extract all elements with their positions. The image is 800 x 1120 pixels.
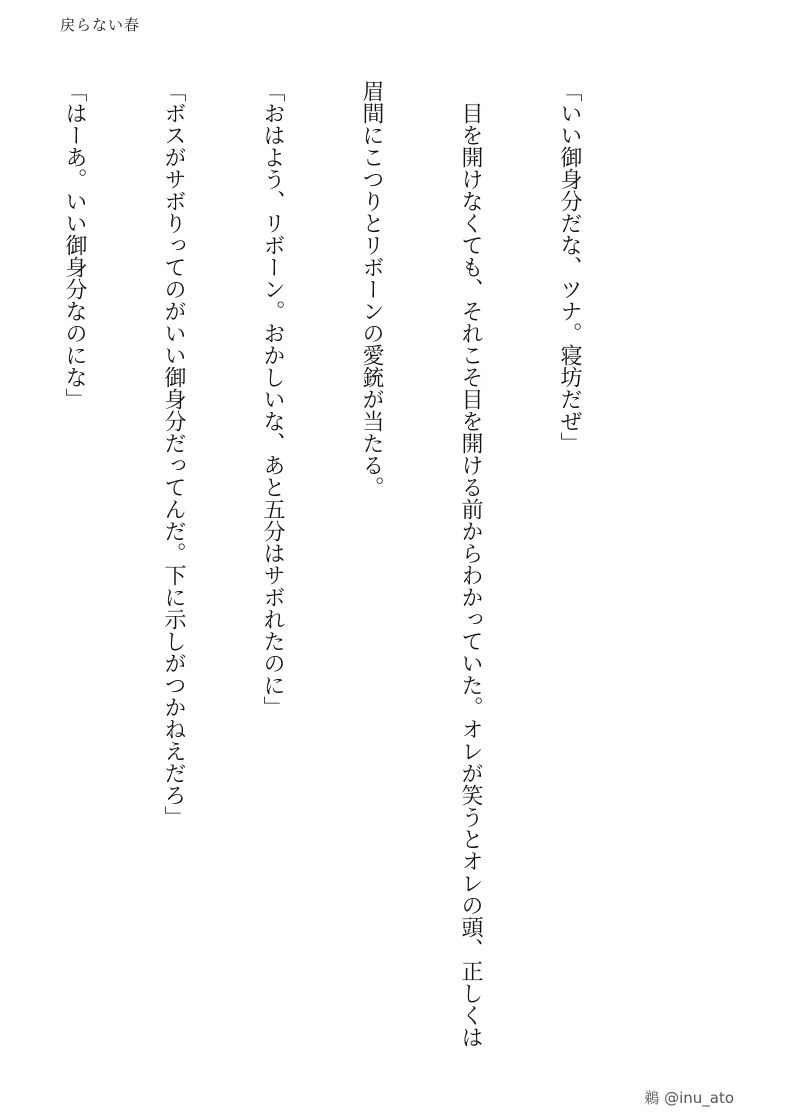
text-line: 「いい御身分だな、ツナ。寝坊だぜ」 bbox=[557, 80, 582, 454]
text-line: 「おはよう、リボーン。おかしいな、あと五分はサボれたのに」 bbox=[260, 80, 285, 718]
text-line: 目を開けなくても、それこそ目を開ける前からわかっていた。オレが笑うとオレの頭、正しくは bbox=[458, 80, 483, 1048]
text-line: 「はーあ。いい御身分なのにな」 bbox=[62, 80, 87, 410]
novel-body-text bbox=[0, 80, 652, 1090]
text-line: 「ボスがサボりってのがいい御身分だってんだ。下に示しがつかねえだろ」 bbox=[161, 80, 186, 828]
text-line: 眉間にこつりとリボーンの愛銃が当たる。 bbox=[359, 80, 384, 498]
page-title: 戻らない春 bbox=[60, 16, 141, 34]
author-credit: 鵜 @inu_ato bbox=[644, 1089, 734, 1107]
